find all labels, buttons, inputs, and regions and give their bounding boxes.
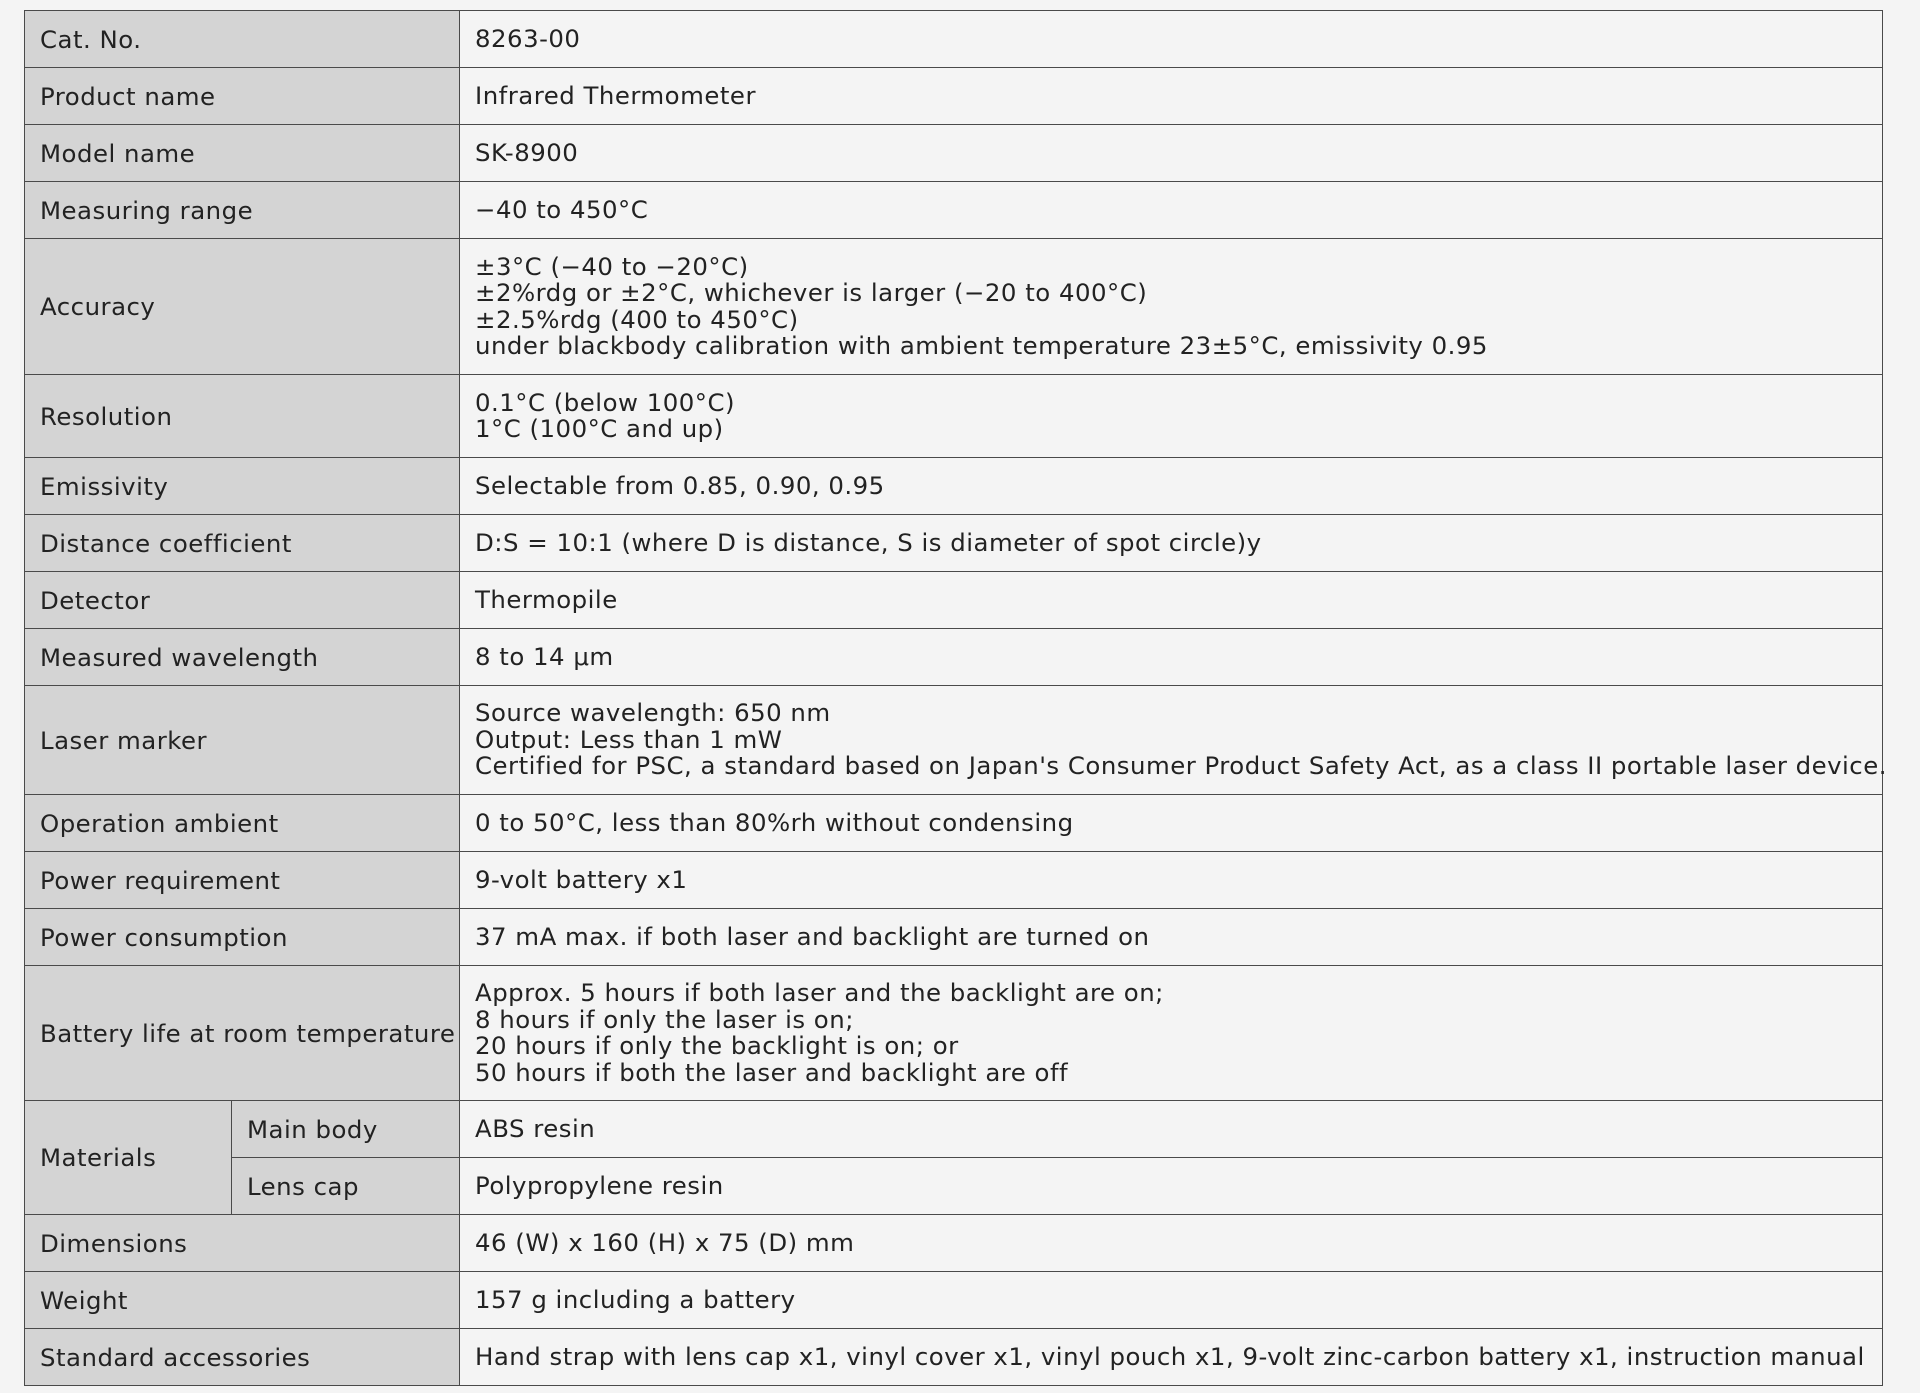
- spec-row-distance-coefficient: [25, 515, 1883, 572]
- spec-row-resolution: [25, 375, 1883, 458]
- spec-label: Detector: [25, 572, 460, 629]
- spec-value: [460, 909, 1883, 966]
- spec-value-line: Output: Less than 1 mW: [475, 724, 783, 754]
- spec-label: Resolution: [25, 375, 460, 458]
- spec-value: [460, 239, 1883, 375]
- spec-sublabel: Main body: [232, 1101, 460, 1158]
- spec-value-line: under blackbody calibration with ambient temperature 23±5°C, emissivity 0.95: [475, 331, 1488, 360]
- spec-row-detector: [25, 572, 1883, 629]
- spec-value-line: ±2%rdg or ±2°C, whichever is larger (−20 to 400°C): [475, 278, 1148, 307]
- spec-sublabel: Lens cap: [232, 1158, 460, 1215]
- spec-row-model-name: [25, 125, 1883, 182]
- spec-value-line: Selectable from 0.85, 0.90, 0.95: [475, 470, 885, 500]
- spec-value-line: Thermopile: [475, 584, 618, 614]
- spec-value-line: SK-8900: [475, 137, 579, 167]
- spec-label: Standard accessories: [25, 1329, 460, 1386]
- spec-table: [24, 10, 1887, 1386]
- spec-value-line: Hand strap with lens cap x1, vinyl cover x1, vinyl pouch x1, 9-volt zinc-carbon battery x1, instruction manual: [475, 1341, 1865, 1371]
- spec-row-product-name: [25, 68, 1883, 125]
- spec-value-line: −40 to 450°C: [475, 194, 649, 224]
- spec-value-line: ±3°C (−40 to −20°C): [475, 251, 749, 281]
- spec-table-body: [25, 11, 1887, 1386]
- spec-label: Materials: [25, 1101, 232, 1215]
- spec-label: Power consumption: [25, 909, 460, 966]
- spec-value: [460, 572, 1883, 629]
- spec-value: [460, 852, 1883, 909]
- spec-value-line: 46 (W) x 160 (H) x 75 (D) mm: [475, 1227, 855, 1257]
- spec-label: Measuring range: [25, 182, 460, 239]
- spec-row-measured-wavelength: [25, 629, 1883, 686]
- spec-value-line: Polypropylene resin: [475, 1170, 724, 1200]
- spec-row-cat-no: [25, 11, 1883, 68]
- spec-value-line: 20 hours if only the backlight is on; or: [475, 1031, 959, 1060]
- spec-row-measuring-range: [25, 182, 1883, 239]
- spec-value-line: D:S = 10:1 (where D is distance, S is diameter of spot circle)y: [475, 527, 1262, 557]
- spec-label: Distance coefficient: [25, 515, 460, 572]
- spec-value: [460, 1158, 1883, 1215]
- spec-value: [460, 795, 1883, 852]
- spec-value: [460, 182, 1883, 239]
- spec-label: Power requirement: [25, 852, 460, 909]
- spec-row-materials-lens-cap: [25, 1158, 1883, 1215]
- spec-value: [460, 1215, 1883, 1272]
- spec-label: Accuracy: [25, 239, 460, 375]
- spec-value-line: 0.1°C (below 100°C): [475, 387, 735, 417]
- spec-row-accuracy: [25, 239, 1883, 375]
- spec-value-line: 0 to 50°C, less than 80%rh without condensing: [475, 807, 1074, 837]
- spec-value: [460, 375, 1883, 458]
- spec-value: [460, 1101, 1883, 1158]
- spec-label: Cat. No.: [25, 11, 460, 68]
- spec-label: Product name: [25, 68, 460, 125]
- spec-row-dimensions: [25, 1215, 1883, 1272]
- spec-value: [460, 1329, 1883, 1386]
- spec-value: [460, 68, 1883, 125]
- spec-label: Operation ambient: [25, 795, 460, 852]
- spec-value: [460, 125, 1883, 182]
- spec-row-operation-ambient: [25, 795, 1883, 852]
- spec-label: Emissivity: [25, 458, 460, 515]
- spec-row-materials-main-body: [25, 1101, 1883, 1158]
- spec-value: [460, 515, 1883, 572]
- spec-value: [460, 966, 1883, 1101]
- spec-label: Dimensions: [25, 1215, 460, 1272]
- spec-value: [460, 629, 1883, 686]
- spec-value-line: ±2.5%rdg (400 to 450°C): [475, 304, 799, 334]
- spec-value-line: Approx. 5 hours if both laser and the backlight are on;: [475, 978, 1164, 1007]
- spec-value-line: Source wavelength: 650 nm: [475, 698, 831, 728]
- spec-value-line: 8263-00: [475, 23, 581, 53]
- spec-value: [460, 11, 1883, 68]
- spec-value-line: ABS resin: [475, 1113, 596, 1143]
- spec-value-line: Infrared Thermometer: [475, 80, 756, 110]
- spec-value-line: 37 mA max. if both laser and backlight are turned on: [475, 921, 1150, 951]
- spec-row-power-consumption: [25, 909, 1883, 966]
- spec-value: [460, 458, 1883, 515]
- spec-value: [460, 686, 1887, 795]
- spec-value-line: Certified for PSC, a standard based on Japan's Consumer Product Safety Act, as a class II portable laser device.: [475, 751, 1887, 781]
- spec-value-line: 8 hours if only the laser is on;: [475, 1004, 854, 1034]
- spec-row-emissivity: [25, 458, 1883, 515]
- spec-label: Weight: [25, 1272, 460, 1329]
- spec-value-line: 9-volt battery x1: [475, 864, 688, 894]
- spec-label: Laser marker: [25, 686, 460, 795]
- spec-row-weight: [25, 1272, 1883, 1329]
- spec-value-line: 1°C (100°C and up): [475, 414, 724, 443]
- spec-value-line: 50 hours if both the laser and backlight are off: [475, 1057, 1069, 1087]
- spec-row-laser-marker: [25, 686, 1883, 795]
- spec-label: Measured wavelength: [25, 629, 460, 686]
- spec-row-standard-accessories: [25, 1329, 1883, 1386]
- spec-row-battery-life-at-room-temperature: [25, 966, 1883, 1101]
- spec-row-power-requirement: [25, 852, 1883, 909]
- spec-value-line: 8 to 14 μm: [475, 641, 614, 671]
- spec-value: [460, 1272, 1883, 1329]
- spec-value-line: 157 g including a battery: [475, 1284, 796, 1314]
- spec-label: Model name: [25, 125, 460, 182]
- spec-label: Battery life at room temperature: [25, 966, 460, 1101]
